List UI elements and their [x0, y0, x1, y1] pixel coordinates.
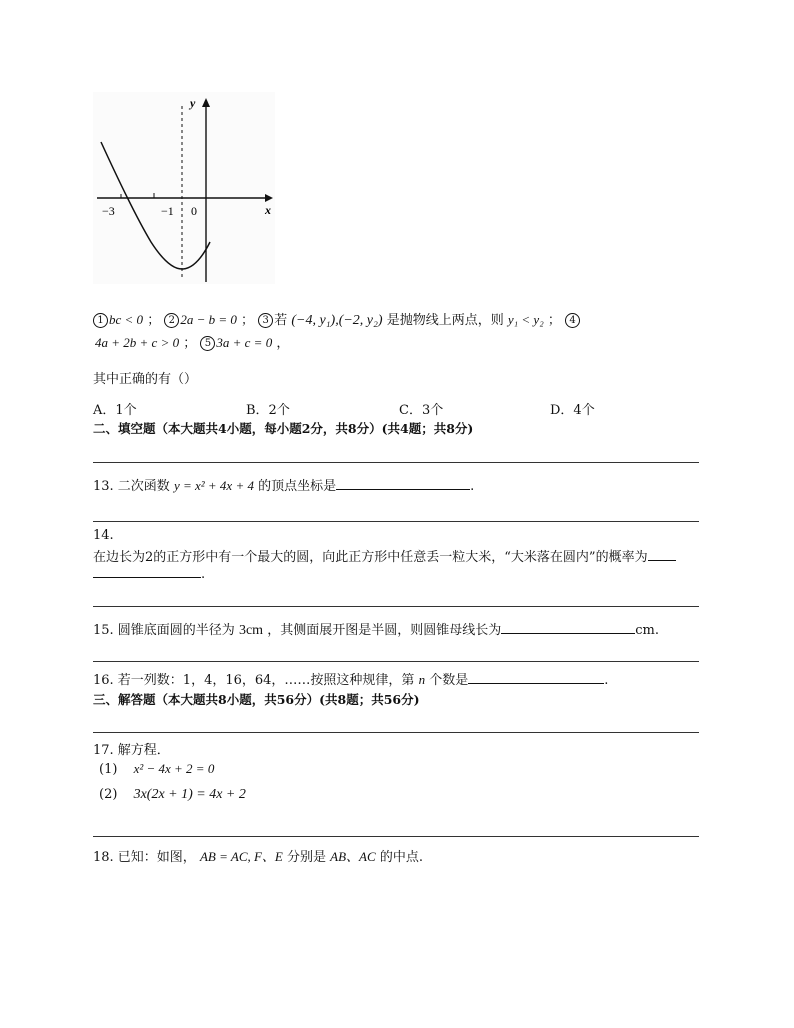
q13: 13. 二次函数 y = x² + 4x + 4 的顶点坐标是 . [93, 478, 475, 494]
q14-answer-blank-1[interactable] [648, 547, 676, 561]
statement-4-number: 4 [565, 313, 580, 328]
tick-label-neg3: −3 [102, 204, 115, 218]
q18-math2: AB、AC [330, 849, 376, 864]
axis-label-y: y [190, 96, 196, 110]
q16-n: n [418, 672, 426, 687]
tick-label-neg1: −1 [161, 204, 174, 218]
statement-3-math: y₁ < y₂ [507, 312, 544, 327]
option-d[interactable]: D．4个 [550, 403, 595, 418]
statement-3-ruo: 若 [274, 313, 288, 328]
q17-title: 17. 解方程． [93, 743, 170, 758]
q15: 15. 圆锥底面圆的半径为 3cm ，其侧面展开图是半圆，则圆锥母线长为 cm. [93, 619, 659, 639]
option-b[interactable]: B．2个 [246, 403, 290, 418]
q16: 16. 若一列数：1，4，16，64，……按照这种规律，第 n 个数是 . [93, 672, 609, 688]
q17-eq2: 3x(2x + 1) = 4x + 2 [133, 787, 246, 802]
q18: 18. 已知：如图， AB = AC, F、E 分别是 AB、AC 的中点. [93, 849, 423, 865]
parabola-graph [93, 92, 275, 284]
tick-label-0: 0 [191, 204, 197, 218]
q14-number: 14. [93, 528, 114, 543]
q12-question: 其中正确的有（） [93, 372, 198, 387]
statement-3-number: 3 [258, 313, 273, 328]
section-3-heading: 三、解答题（本大题共8小题，共56分）(共8题；共56分) [93, 692, 420, 707]
divider [93, 606, 699, 607]
q13-formula: y = x² + 4x + 4 [173, 478, 254, 493]
statement-5-number: 5 [200, 336, 215, 351]
q17-eq1: x² − 4x + 2 = 0 [133, 761, 215, 776]
statement-2-number: 2 [164, 313, 179, 328]
statement-3-text: 是抛物线上两点，则 [386, 313, 504, 328]
q17-part2: (2) 3x(2x + 1) = 4x + 2 [99, 787, 246, 802]
q13-answer-blank[interactable] [336, 476, 470, 490]
statement-3-points: (−4, y₁),(−2, y₂) [291, 313, 383, 328]
divider [93, 661, 699, 662]
q15-radius: 3cm [238, 623, 264, 638]
q17-part1: (1) x² − 4x + 2 = 0 [99, 761, 215, 777]
q18-math1: AB = AC, F、E [199, 849, 283, 864]
divider [93, 521, 699, 522]
q12-statements-line2: 4a + 2b + c > 0 ； 5 3a + c = 0 ， [95, 335, 290, 351]
option-c[interactable]: C．3个 [399, 403, 444, 418]
statement-1-math: bc < 0 [109, 312, 144, 327]
q12-statements-line1: 1 bc < 0 ； 2 2a − b = 0 ； 3 若 (−4, y₁),(−2, y₂) 是抛物线上两点，则 y₁ < y₂ ； 4 [93, 309, 581, 329]
statement-4-math: 4a + 2b + c > 0 [95, 335, 180, 350]
divider [93, 732, 699, 733]
option-a[interactable]: A．1个 [93, 403, 137, 418]
statement-5-math: 3a + c = 0 [216, 335, 273, 350]
q16-answer-blank[interactable] [468, 670, 604, 684]
statement-2-math: 2a − b = 0 [180, 312, 237, 327]
statement-1-number: 1 [93, 313, 108, 328]
q15-answer-blank[interactable] [501, 620, 635, 634]
axis-label-x: x [265, 203, 271, 217]
section-2-heading: 二、填空题（本大题共4小题，每小题2分，共8分）(共4题；共8分) [93, 421, 474, 436]
q14-answer-blank-2[interactable] [93, 564, 201, 578]
divider [93, 462, 699, 463]
q14-text: 在边长为2的正方形中有一个最大的圆，向此正方形中任意丢一粒大米，“大米落在圆内”的概率为 [93, 546, 676, 565]
q14-line2: . [93, 564, 205, 582]
divider [93, 836, 699, 837]
